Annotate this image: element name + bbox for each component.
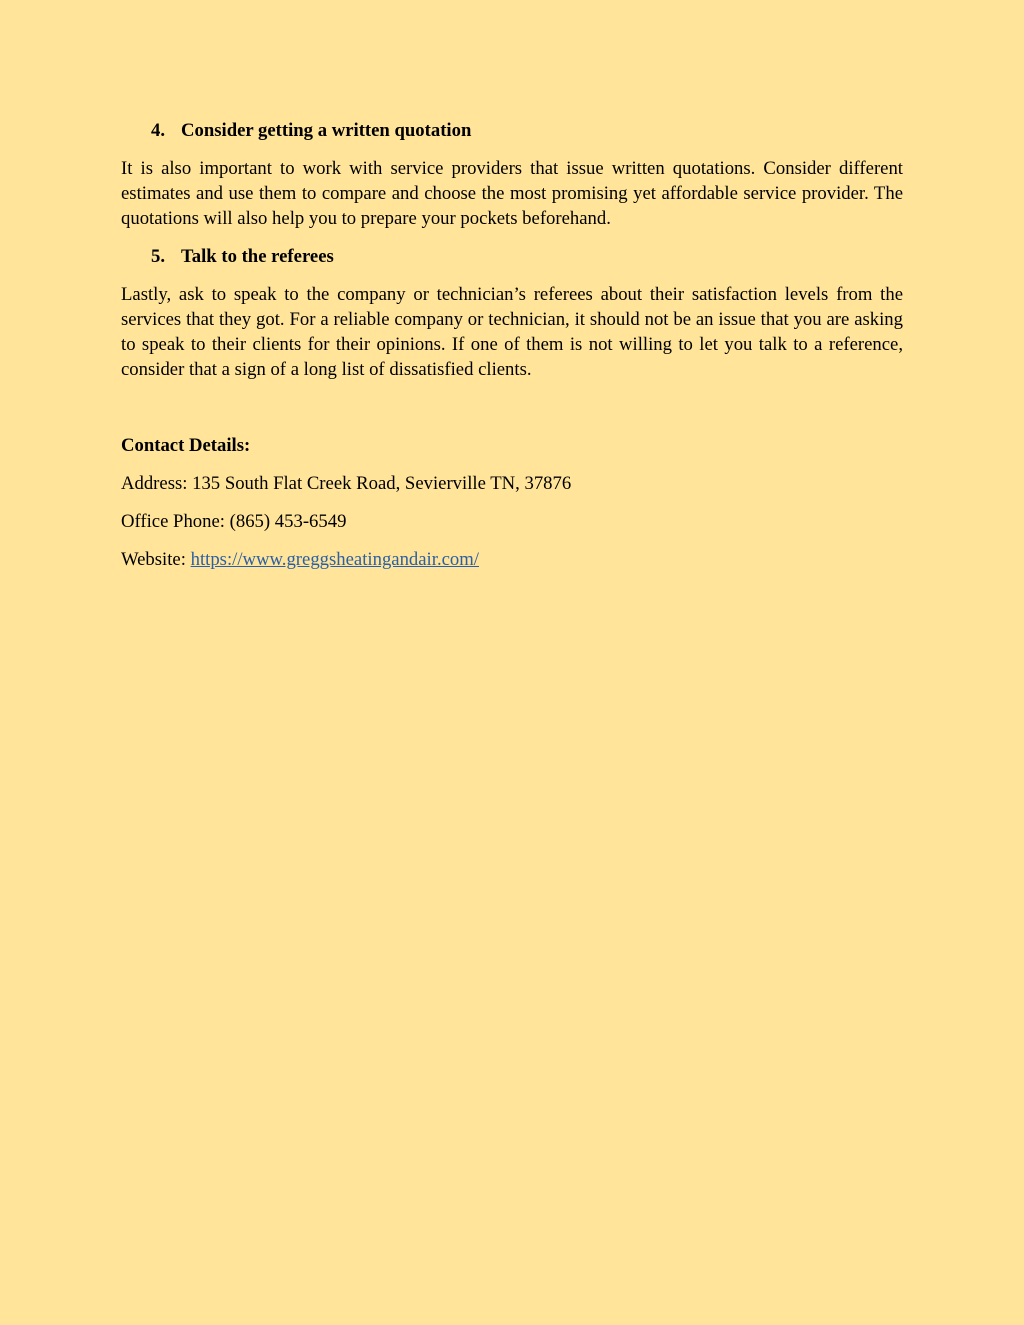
website-link[interactable]: https://www.greggsheatingandair.com/: [190, 549, 479, 570]
phone-value: (865) 453-6549: [229, 511, 347, 532]
address-value: 135 South Flat Creek Road, Sevierville TN, 37876: [192, 473, 572, 494]
section-number: 4.: [151, 120, 166, 141]
phone-label: Office Phone:: [121, 511, 225, 532]
section-body-4: It is also important to work with service providers that issue written quotations. Consider different estimates and use them to compare and choose the most promising yet affordable service provider. The quotations will also help you to prepare your pockets beforehand.: [121, 158, 903, 229]
contact-phone: [121, 509, 903, 534]
document-content: [121, 118, 903, 572]
address-label: Address:: [121, 473, 188, 494]
contact-website: [121, 547, 903, 572]
section-heading-5: [121, 244, 903, 269]
website-label: Website:: [121, 549, 186, 570]
section-body-5: Lastly, ask to speak to the company or technician’s referees about their satisfaction levels from the services that they got. For a reliable company or technician, it should not be an issue that you are asking to speak to their clients for their opinions. If one of them is not willing to let you talk to a reference, consider that a sign of a long list of dissatisfied clients.: [121, 284, 903, 380]
section-heading-4: [121, 118, 903, 143]
section-title: Consider getting a written quotation: [181, 120, 472, 141]
contact-details-title: Contact Details:: [121, 435, 251, 456]
contact-address: [121, 471, 903, 496]
section-number: 5.: [151, 246, 166, 267]
section-title: Talk to the referees: [181, 246, 334, 267]
